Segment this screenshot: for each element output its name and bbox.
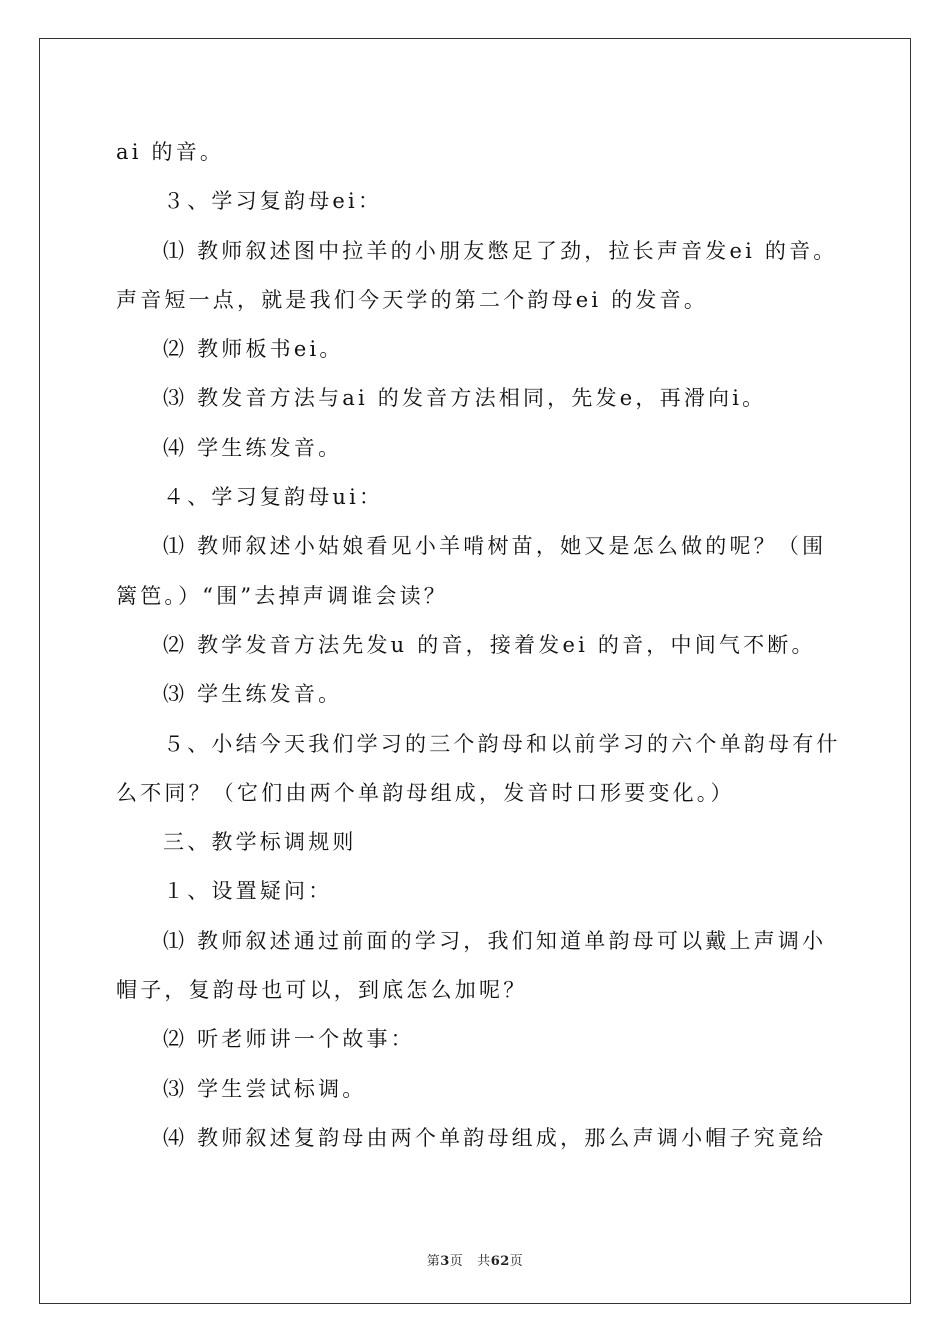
list-item: ⑴ 教师叙述通过前面的学习，我们知道单韵母可以戴上声调小 <box>163 928 827 953</box>
list-item: ⑵ 听老师讲一个故事： <box>163 1027 415 1052</box>
section-heading: ５、小结今天我们学习的三个韵母和以前学习的六个单韵母有什 <box>163 731 841 756</box>
section-heading: １、设置疑问： <box>163 879 333 904</box>
list-item: ⑶ 学生尝试标调。 <box>163 1076 367 1101</box>
section-heading: ３、学习复韵母ei： <box>163 189 383 214</box>
list-item: ⑶ 学生练发音。 <box>163 682 343 707</box>
text-line: 么不同？（它们由两个单韵母组成，发音时口形要变化。） <box>116 780 735 805</box>
total-pages: 62 <box>490 1254 510 1269</box>
text-line: 声音短一点，就是我们今天学的第二个韵母ei 的发音。 <box>116 287 709 312</box>
text-line: 帽子，复韵母也可以，到底怎么加呢？ <box>116 978 528 1003</box>
section-heading: ４、学习复韵母ui： <box>163 485 384 510</box>
chapter-heading: 三、教学标调规则 <box>163 830 357 855</box>
list-item: ⑴ 教师叙述小姑娘看见小羊啃树苗，她又是怎么做的呢？（围 <box>163 534 827 559</box>
list-item: ⑵ 教学发音方法先发u 的音，接着发ei 的音，中间气不断。 <box>163 632 816 657</box>
text-line: 篱笆。）“围”去掉声调谁会读？ <box>116 583 448 608</box>
list-item: ⑴ 教师叙述图中拉羊的小朋友憋足了劲，拉长声音发ei 的音。 <box>163 238 838 263</box>
footer-total-prefix: 共 <box>477 1254 491 1269</box>
footer-total-suffix: 页 <box>509 1254 524 1269</box>
page-number: 3 <box>440 1254 450 1269</box>
footer-page-suffix: 页 <box>449 1254 464 1269</box>
list-item: ⑶ 教发音方法与ai 的发音方法相同，先发e，再滑向i。 <box>163 386 767 411</box>
list-item: ⑵ 教师板书ei。 <box>163 337 344 362</box>
footer-prefix: 第 <box>426 1254 441 1269</box>
list-item: ⑷ 教师叙述复韵母由两个单韵母组成，那么声调小帽子究竟给 <box>163 1125 827 1150</box>
list-item: ⑷ 学生练发音。 <box>163 435 343 460</box>
document-body <box>116 128 841 1163</box>
page-footer <box>0 1250 950 1269</box>
text-line: ai 的音。 <box>116 140 225 164</box>
